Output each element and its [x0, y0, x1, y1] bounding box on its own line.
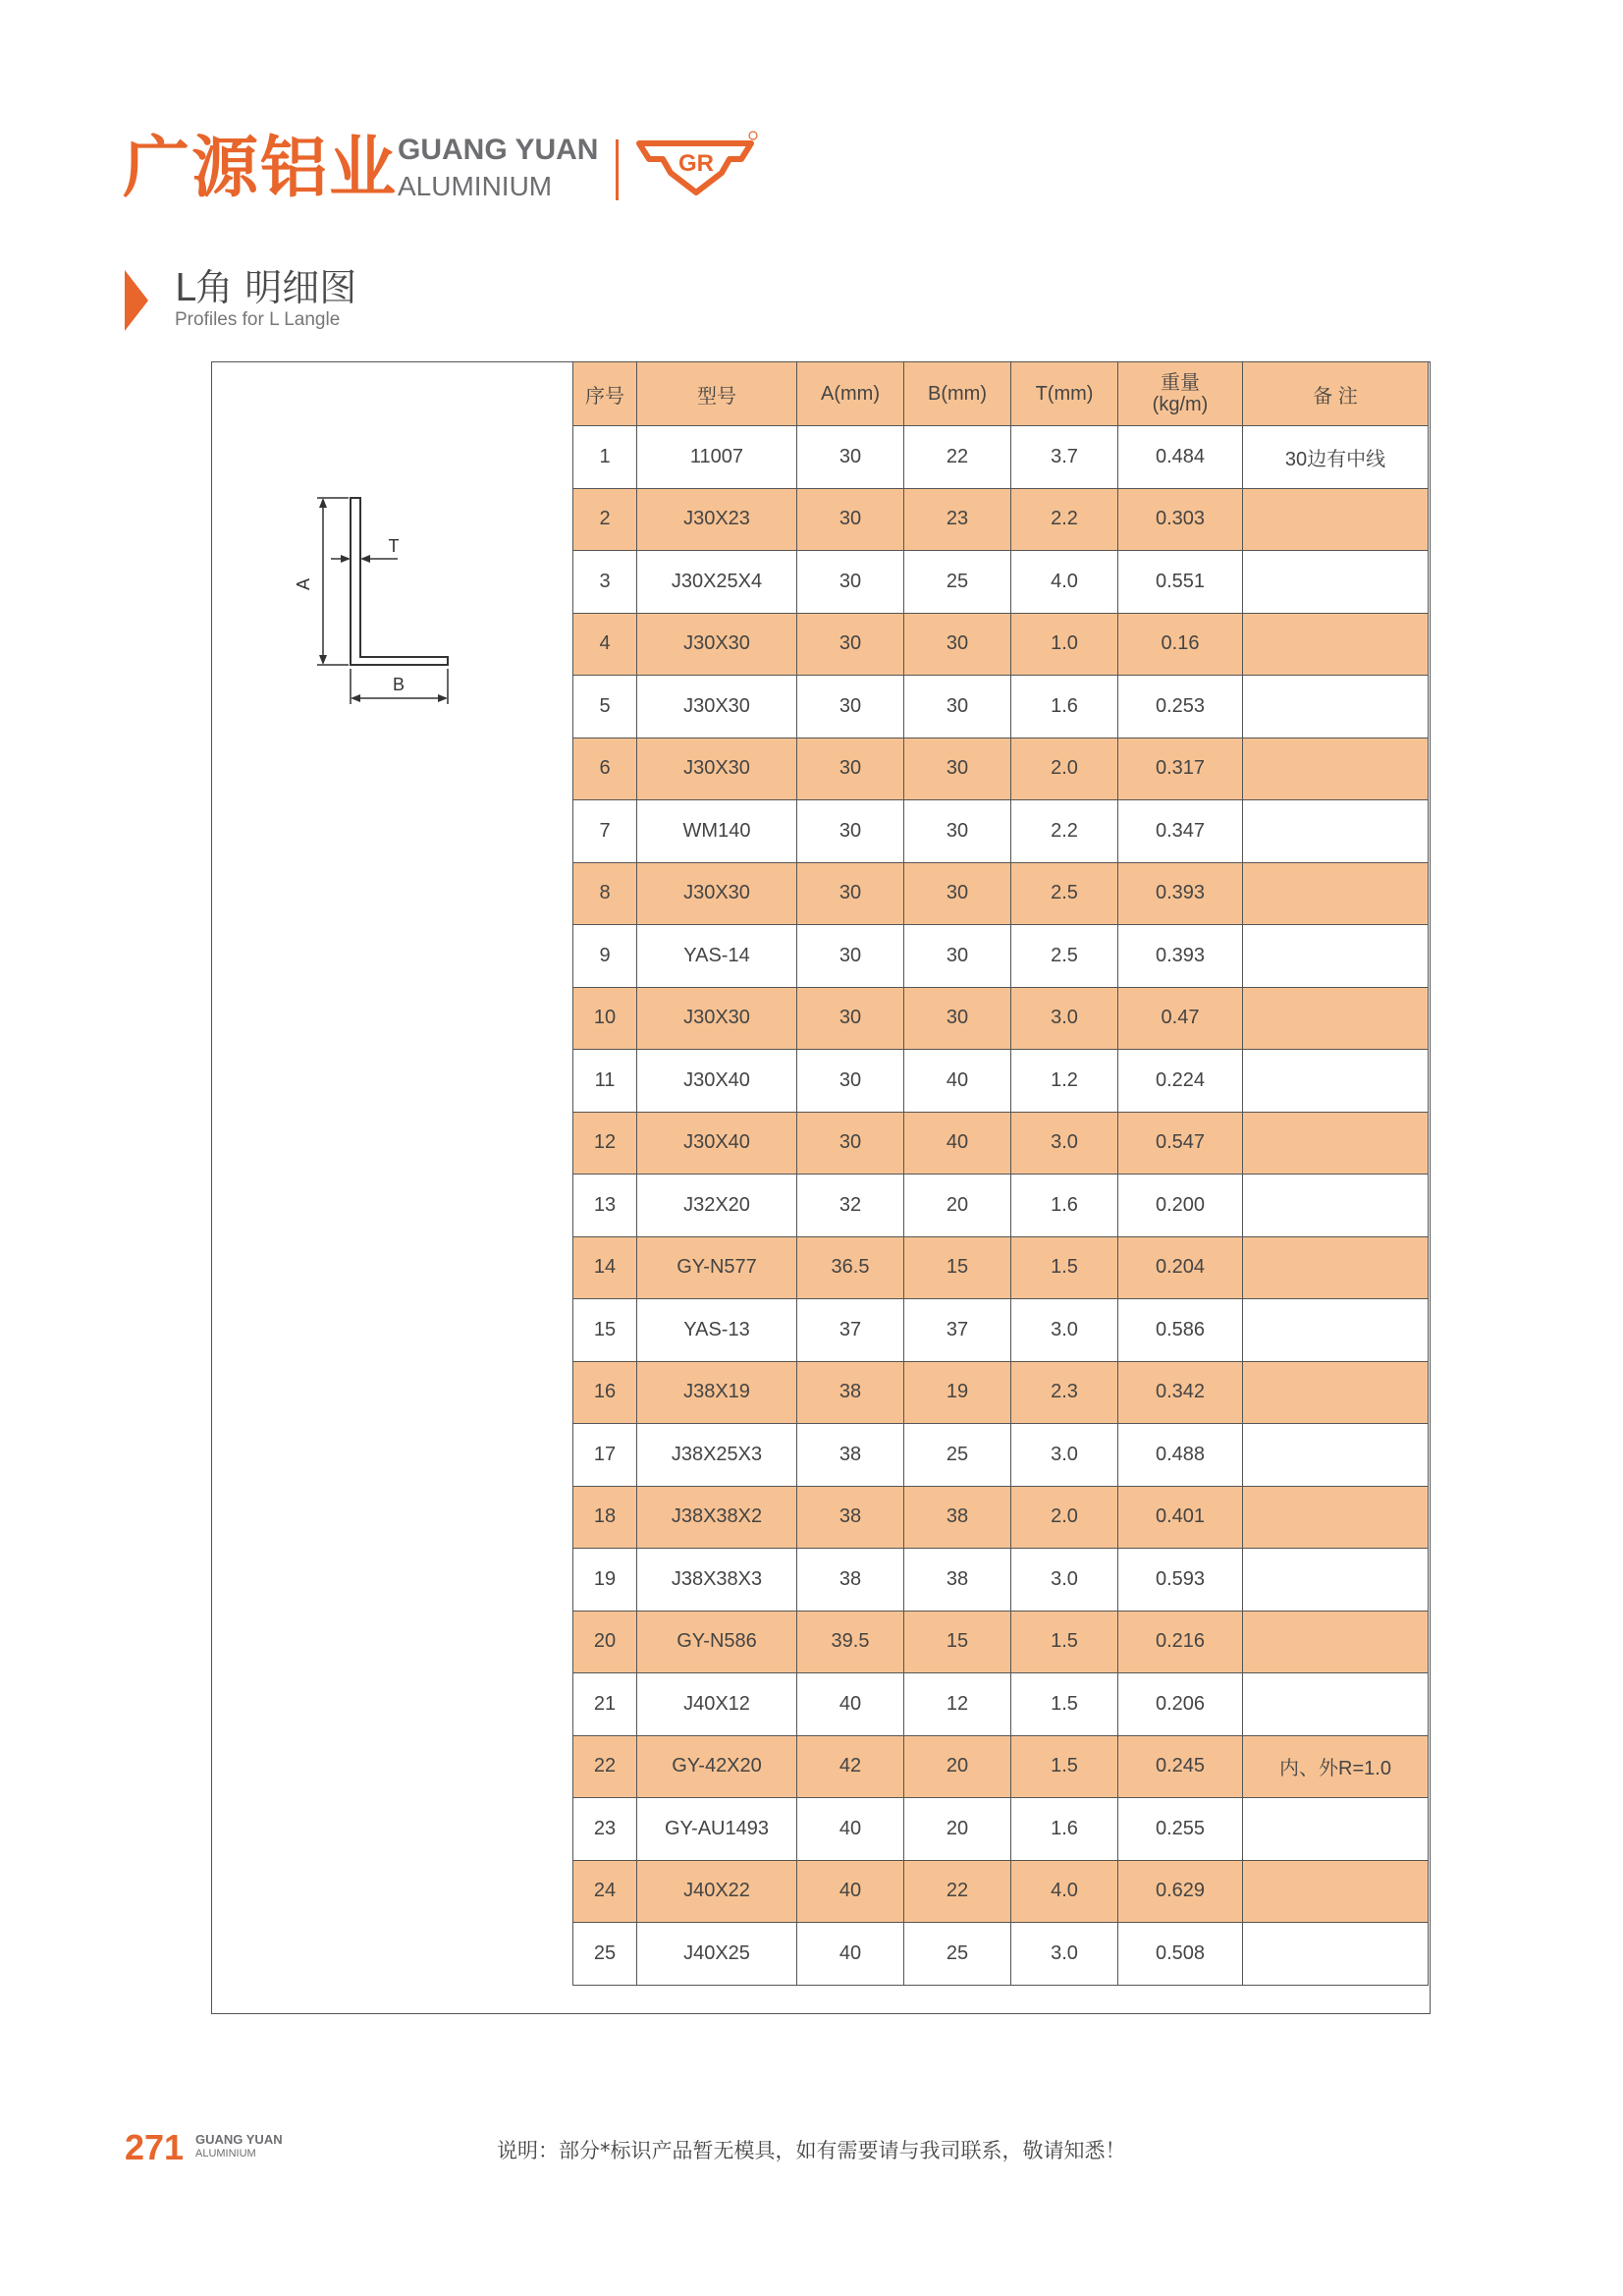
cell-t: 2.5	[1011, 925, 1118, 988]
cell-remark	[1243, 613, 1429, 676]
cell-weight: 0.16	[1118, 613, 1243, 676]
cell-index: 24	[573, 1860, 637, 1923]
cell-remark	[1243, 676, 1429, 738]
cell-model: J30X30	[637, 613, 797, 676]
cell-weight: 0.551	[1118, 551, 1243, 614]
cell-index: 22	[573, 1735, 637, 1798]
cell-remark: 内、外R=1.0	[1243, 1735, 1429, 1798]
cell-a: 30	[797, 551, 904, 614]
cell-b: 12	[904, 1673, 1011, 1736]
cell-t: 4.0	[1011, 551, 1118, 614]
table-row	[573, 488, 1429, 551]
cell-weight: 0.401	[1118, 1486, 1243, 1549]
brand-logo-icon	[631, 130, 759, 208]
cell-b: 15	[904, 1236, 1011, 1299]
brand-divider	[616, 139, 619, 200]
svg-text:GR: GR	[678, 150, 714, 177]
table-row	[573, 925, 1429, 988]
cell-t: 1.6	[1011, 1175, 1118, 1237]
cell-t: 2.3	[1011, 1361, 1118, 1424]
cell-t: 3.0	[1011, 1424, 1118, 1487]
table-row	[573, 1361, 1429, 1424]
cell-b: 30	[904, 800, 1011, 863]
cell-b: 20	[904, 1735, 1011, 1798]
svg-text:A: A	[294, 577, 313, 591]
cell-remark	[1243, 1050, 1429, 1113]
table-row	[573, 1299, 1429, 1362]
table-row	[573, 1673, 1429, 1736]
cell-index: 9	[573, 925, 637, 988]
cell-t: 1.5	[1011, 1611, 1118, 1673]
cell-b: 25	[904, 1923, 1011, 1986]
cell-index: 20	[573, 1611, 637, 1673]
svg-text:B: B	[392, 675, 406, 694]
cell-remark	[1243, 1549, 1429, 1612]
cell-model: J30X40	[637, 1112, 797, 1175]
brand-name-en-sub: ALUMINIUM	[398, 171, 553, 201]
table-row	[573, 738, 1429, 800]
cell-b: 25	[904, 1424, 1011, 1487]
cell-a: 42	[797, 1735, 904, 1798]
table-row	[573, 1860, 1429, 1923]
cell-index: 17	[573, 1424, 637, 1487]
cell-remark	[1243, 1486, 1429, 1549]
table-row	[573, 1798, 1429, 1861]
cell-index: 12	[573, 1112, 637, 1175]
cell-remark	[1243, 1175, 1429, 1237]
cell-t: 2.5	[1011, 862, 1118, 925]
cell-t: 1.5	[1011, 1735, 1118, 1798]
cell-t: 1.5	[1011, 1673, 1118, 1736]
cell-weight: 0.586	[1118, 1299, 1243, 1362]
cell-a: 30	[797, 676, 904, 738]
cell-remark	[1243, 800, 1429, 863]
cell-index: 18	[573, 1486, 637, 1549]
cell-a: 38	[797, 1361, 904, 1424]
cell-remark	[1243, 1299, 1429, 1362]
cell-b: 30	[904, 738, 1011, 800]
cell-t: 3.0	[1011, 987, 1118, 1050]
table-row	[573, 426, 1429, 489]
cell-weight: 0.393	[1118, 862, 1243, 925]
cell-b: 40	[904, 1050, 1011, 1113]
cell-index: 7	[573, 800, 637, 863]
cell-a: 30	[797, 1050, 904, 1113]
table-row	[573, 1175, 1429, 1237]
cell-index: 2	[573, 488, 637, 551]
cell-remark	[1243, 1112, 1429, 1175]
header-t: T(mm)	[1011, 362, 1118, 426]
cell-weight: 0.393	[1118, 925, 1243, 988]
cell-weight: 0.224	[1118, 1050, 1243, 1113]
header-index: 序号	[573, 362, 637, 426]
cell-b: 19	[904, 1361, 1011, 1424]
cell-b: 30	[904, 862, 1011, 925]
header-a: A(mm)	[797, 362, 904, 426]
table-row	[573, 1424, 1429, 1487]
cell-t: 1.6	[1011, 1798, 1118, 1861]
table-row	[573, 1050, 1429, 1113]
cell-model: J40X25	[637, 1923, 797, 1986]
cell-t: 1.0	[1011, 613, 1118, 676]
cell-a: 40	[797, 1798, 904, 1861]
cell-t: 1.6	[1011, 676, 1118, 738]
cell-a: 38	[797, 1424, 904, 1487]
cell-remark	[1243, 1860, 1429, 1923]
cell-b: 30	[904, 676, 1011, 738]
cell-remark	[1243, 1236, 1429, 1299]
brand-name-cn: 广源铝业	[123, 130, 399, 207]
cell-t: 2.0	[1011, 1486, 1118, 1549]
cell-remark	[1243, 551, 1429, 614]
cell-weight: 0.508	[1118, 1923, 1243, 1986]
cell-remark	[1243, 1424, 1429, 1487]
cell-weight: 0.216	[1118, 1611, 1243, 1673]
cell-remark: 30边有中线	[1243, 426, 1429, 489]
cell-t: 2.2	[1011, 800, 1118, 863]
table-row	[573, 800, 1429, 863]
cell-model: YAS-13	[637, 1299, 797, 1362]
cell-weight: 0.253	[1118, 676, 1243, 738]
cell-weight: 0.206	[1118, 1673, 1243, 1736]
cell-weight: 0.204	[1118, 1236, 1243, 1299]
cell-index: 25	[573, 1923, 637, 1986]
cell-model: 11007	[637, 426, 797, 489]
header-b: B(mm)	[904, 362, 1011, 426]
cell-remark	[1243, 1923, 1429, 1986]
cell-b: 37	[904, 1299, 1011, 1362]
cell-index: 23	[573, 1798, 637, 1861]
cell-index: 1	[573, 426, 637, 489]
cell-index: 21	[573, 1673, 637, 1736]
footer-brand: GUANG YUAN	[195, 2132, 283, 2147]
cell-remark	[1243, 1798, 1429, 1861]
cell-b: 25	[904, 551, 1011, 614]
cell-model: J30X40	[637, 1050, 797, 1113]
cell-index: 5	[573, 676, 637, 738]
cell-t: 3.0	[1011, 1112, 1118, 1175]
cell-b: 30	[904, 987, 1011, 1050]
section-subtitle: Profiles for L Langle	[175, 309, 341, 330]
cell-a: 38	[797, 1486, 904, 1549]
cell-model: YAS-14	[637, 925, 797, 988]
table-row	[573, 1549, 1429, 1612]
header-weight: 重量 (kg/m)	[1118, 362, 1243, 426]
cell-model: GY-AU1493	[637, 1798, 797, 1861]
cell-b: 38	[904, 1549, 1011, 1612]
cell-weight: 0.47	[1118, 987, 1243, 1050]
cell-b: 40	[904, 1112, 1011, 1175]
table-row	[573, 613, 1429, 676]
cell-t: 3.0	[1011, 1549, 1118, 1612]
table-row	[573, 1611, 1429, 1673]
cell-weight: 0.488	[1118, 1424, 1243, 1487]
cell-model: J30X23	[637, 488, 797, 551]
cell-a: 30	[797, 987, 904, 1050]
cell-weight: 0.629	[1118, 1860, 1243, 1923]
footer-note: 说明：部分*标识产品暂无模具，如有需要请与我司联系，敬请知悉！	[497, 2139, 1126, 2162]
cell-a: 36.5	[797, 1236, 904, 1299]
cell-index: 19	[573, 1549, 637, 1612]
cell-a: 37	[797, 1299, 904, 1362]
cell-b: 20	[904, 1175, 1011, 1237]
brand-name-en: GUANG YUAN	[398, 134, 599, 166]
cell-index: 11	[573, 1050, 637, 1113]
cell-a: 30	[797, 738, 904, 800]
section-title: L角 明细图	[175, 266, 357, 309]
cell-b: 20	[904, 1798, 1011, 1861]
cell-weight: 0.255	[1118, 1798, 1243, 1861]
cell-b: 30	[904, 613, 1011, 676]
cell-b: 38	[904, 1486, 1011, 1549]
cell-model: J30X30	[637, 676, 797, 738]
cell-weight: 0.303	[1118, 488, 1243, 551]
section-arrow-icon	[125, 270, 150, 331]
cell-t: 3.0	[1011, 1923, 1118, 1986]
cell-a: 40	[797, 1923, 904, 1986]
cell-model: WM140	[637, 800, 797, 863]
svg-text:T: T	[388, 536, 400, 556]
cell-remark	[1243, 987, 1429, 1050]
cell-remark	[1243, 1673, 1429, 1736]
table-row	[573, 1236, 1429, 1299]
cell-t: 1.2	[1011, 1050, 1118, 1113]
cell-model: J38X25X3	[637, 1424, 797, 1487]
cell-weight: 0.200	[1118, 1175, 1243, 1237]
cell-index: 13	[573, 1175, 637, 1237]
cell-index: 16	[573, 1361, 637, 1424]
cell-a: 40	[797, 1860, 904, 1923]
cell-model: GY-N577	[637, 1236, 797, 1299]
cell-a: 30	[797, 613, 904, 676]
cell-index: 10	[573, 987, 637, 1050]
cell-weight: 0.245	[1118, 1735, 1243, 1798]
cell-index: 3	[573, 551, 637, 614]
table-header-row	[573, 362, 1429, 426]
cell-t: 2.2	[1011, 488, 1118, 551]
cell-t: 1.5	[1011, 1236, 1118, 1299]
page-number: 271	[125, 2127, 185, 2167]
spec-table	[572, 361, 1429, 1986]
cell-model: J40X22	[637, 1860, 797, 1923]
table-row	[573, 1923, 1429, 1986]
cell-model: J38X38X3	[637, 1549, 797, 1612]
cell-index: 8	[573, 862, 637, 925]
cell-model: J32X20	[637, 1175, 797, 1237]
cell-model: J30X30	[637, 987, 797, 1050]
cell-model: J40X12	[637, 1673, 797, 1736]
cell-model: GY-42X20	[637, 1735, 797, 1798]
cell-b: 22	[904, 1860, 1011, 1923]
cell-model: J38X19	[637, 1361, 797, 1424]
footer-brand-sub: ALUMINIUM	[195, 2148, 256, 2159]
cell-a: 38	[797, 1549, 904, 1612]
cell-remark	[1243, 488, 1429, 551]
cell-b: 22	[904, 426, 1011, 489]
cell-t: 2.0	[1011, 738, 1118, 800]
cell-model: J30X30	[637, 738, 797, 800]
cell-index: 6	[573, 738, 637, 800]
cell-weight: 0.547	[1118, 1112, 1243, 1175]
cell-a: 30	[797, 426, 904, 489]
header-model: 型号	[637, 362, 797, 426]
cell-index: 15	[573, 1299, 637, 1362]
cell-b: 15	[904, 1611, 1011, 1673]
cell-a: 39.5	[797, 1611, 904, 1673]
cell-a: 30	[797, 862, 904, 925]
cell-a: 30	[797, 488, 904, 551]
table-row	[573, 1486, 1429, 1549]
cell-weight: 0.484	[1118, 426, 1243, 489]
cell-t: 3.7	[1011, 426, 1118, 489]
cell-a: 30	[797, 1112, 904, 1175]
cell-index: 14	[573, 1236, 637, 1299]
cell-weight: 0.317	[1118, 738, 1243, 800]
cell-t: 3.0	[1011, 1299, 1118, 1362]
cell-t: 4.0	[1011, 1860, 1118, 1923]
header-remark: 备 注	[1243, 362, 1429, 426]
table-row	[573, 1735, 1429, 1798]
cell-remark	[1243, 1361, 1429, 1424]
table-row	[573, 551, 1429, 614]
cell-weight: 0.347	[1118, 800, 1243, 863]
cell-weight: 0.342	[1118, 1361, 1243, 1424]
table-row	[573, 1112, 1429, 1175]
cell-a: 32	[797, 1175, 904, 1237]
cell-model: GY-N586	[637, 1611, 797, 1673]
cell-b: 23	[904, 488, 1011, 551]
cell-remark	[1243, 925, 1429, 988]
cell-remark	[1243, 1611, 1429, 1673]
cell-model: J30X25X4	[637, 551, 797, 614]
cell-a: 40	[797, 1673, 904, 1736]
cell-a: 30	[797, 925, 904, 988]
table-row	[573, 987, 1429, 1050]
cell-model: J30X30	[637, 862, 797, 925]
cell-model: J38X38X2	[637, 1486, 797, 1549]
table-row	[573, 862, 1429, 925]
cell-a: 30	[797, 800, 904, 863]
cell-remark	[1243, 862, 1429, 925]
cell-weight: 0.593	[1118, 1549, 1243, 1612]
table-row	[573, 676, 1429, 738]
cell-index: 4	[573, 613, 637, 676]
cell-remark	[1243, 738, 1429, 800]
cell-b: 30	[904, 925, 1011, 988]
l-angle-diagram	[280, 486, 466, 722]
